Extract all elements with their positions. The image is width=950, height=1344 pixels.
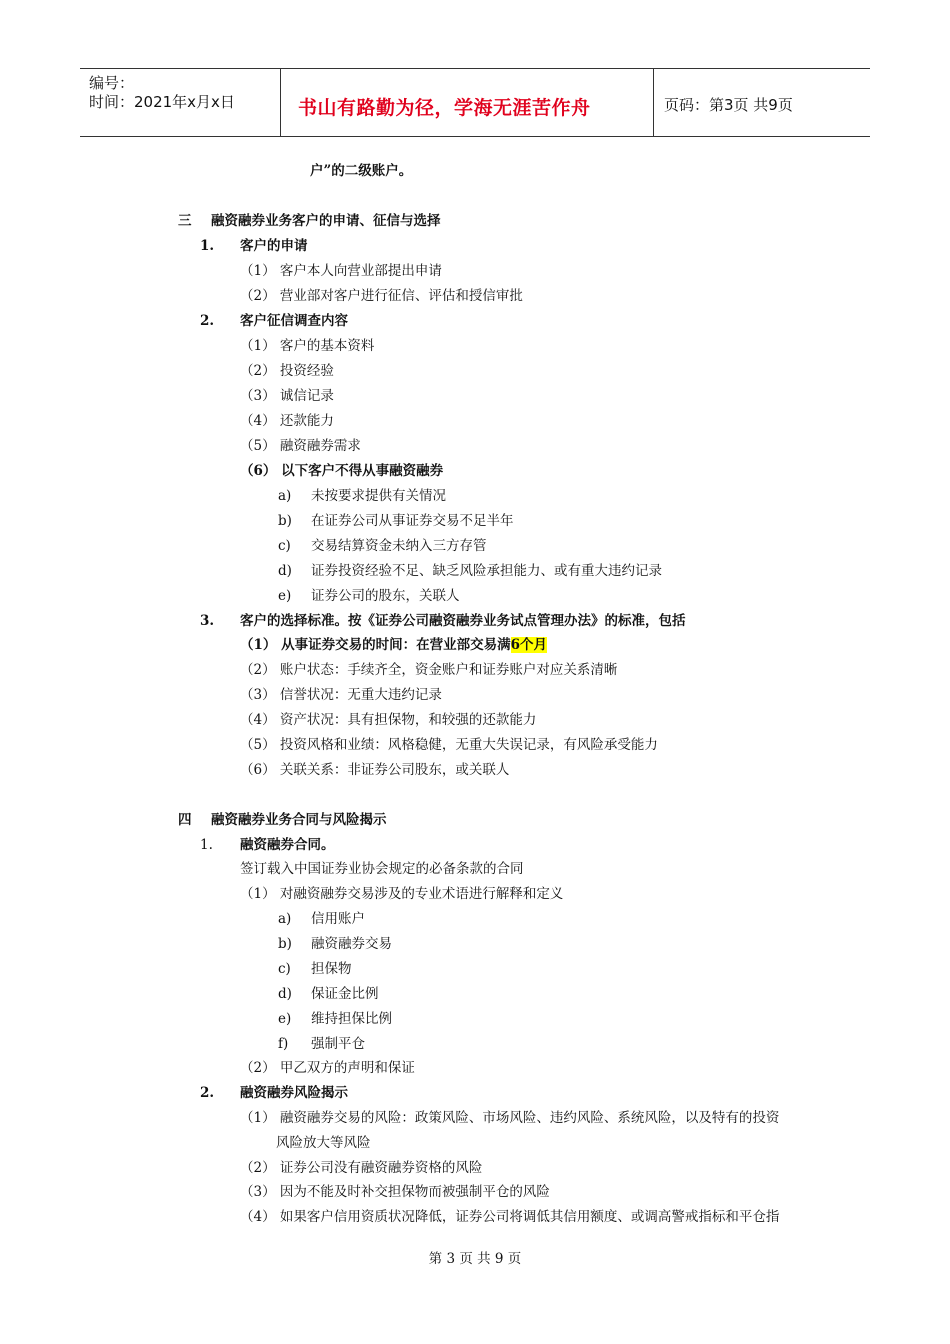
list-item: （2） 投资经验 (240, 363, 334, 379)
header-motto: 书山有路勤为径，学海无涯苦作舟 (298, 97, 591, 119)
list-item: （2） 甲乙双方的声明和保证 (240, 1060, 415, 1076)
point-title: 客户征信调查内容 (240, 313, 348, 329)
section-number: 四 (178, 812, 192, 828)
page-header (80, 68, 870, 137)
sub-item-text: 融资融券交易 (311, 936, 392, 952)
list-item: （4） 还款能力 (240, 413, 334, 429)
carry-over-text: 户”的二级账户。 (310, 163, 413, 179)
header-page-label: 页码：第3页 共9页 (664, 96, 793, 114)
sub-item-text: 交易结算资金未纳入三方存管 (311, 538, 487, 554)
sub-item-letter: e) (278, 588, 292, 604)
list-item: （6） 以下客户不得从事融资融券 (240, 463, 444, 479)
sub-item-text: 在证券公司从事证券交易不足半年 (311, 513, 514, 529)
sub-item-letter: f) (278, 1036, 289, 1052)
sub-item-letter: d) (278, 986, 292, 1002)
list-item (240, 636, 547, 654)
point-number: 2. (200, 1085, 215, 1101)
section-title: 融资融券业务合同与风险揭示 (211, 812, 387, 828)
list-item: （3） 诚信记录 (240, 388, 334, 404)
sub-item-letter: b) (278, 513, 292, 529)
list-item-text: （1） 从事证券交易的时间：在营业部交易满 (240, 637, 511, 653)
point-number: 1. (200, 238, 215, 254)
list-item: （1） 对融资融券交易涉及的专业术语进行解释和定义 (240, 886, 564, 902)
sub-item-text: 维持担保比例 (311, 1011, 392, 1027)
list-item: （2） 证券公司没有融资融券资格的风险 (240, 1160, 483, 1176)
list-item: （1） 客户本人向营业部提出申请 (240, 263, 442, 279)
sub-item-text: 强制平仓 (311, 1036, 365, 1052)
list-item-continuation: 风险放大等风险 (276, 1135, 371, 1151)
list-item: （4） 资产状况：具有担保物，和较强的还款能力 (240, 712, 537, 728)
highlighted-text: 6个月 (510, 637, 547, 653)
sub-item-text: 担保物 (311, 961, 352, 977)
list-item: （5） 投资风格和业绩：风格稳健，无重大失误记录，有风险承受能力 (240, 737, 658, 753)
sub-item-text: 保证金比例 (311, 986, 379, 1002)
list-item: （1） 融资融券交易的风险：政策风险、市场风险、违约风险、系统风险，以及特有的投资 (240, 1110, 780, 1126)
doc-number-label: 编号： (89, 74, 135, 92)
sub-item-letter: b) (278, 936, 292, 952)
paragraph: 签订载入中国证券业协会规定的必备条款的合同 (240, 861, 524, 877)
section-title: 融资融券业务客户的申请、征信与选择 (211, 213, 441, 229)
list-item: （3） 因为不能及时补交担保物而被强制平仓的风险 (240, 1184, 550, 1200)
sub-item-text: 证券投资经验不足、缺乏风险承担能力、或有重大违约记录 (311, 563, 662, 579)
sub-item-letter: c) (278, 961, 291, 977)
sub-item-text: 证券公司的股东，关联人 (311, 588, 460, 604)
list-item: （2） 账户状态：手续齐全，资金账户和证券账户对应关系清晰 (240, 662, 618, 678)
section-number: 三 (178, 213, 192, 229)
point-title: 客户的选择标准。按《证券公司融资融券业务试点管理办法》的标准，包括 (240, 613, 686, 629)
sub-item-text: 未按要求提供有关情况 (311, 488, 446, 504)
list-item: （3） 信誉状况：无重大违约记录 (240, 687, 442, 703)
list-item: （5） 融资融券需求 (240, 438, 361, 454)
sub-item-letter: a) (278, 488, 292, 504)
page-footer: 第 3 页 共 9 页 (428, 1251, 522, 1267)
point-title: 融资融券风险揭示 (240, 1085, 348, 1101)
header-divider (653, 69, 654, 136)
sub-item-letter: e) (278, 1011, 292, 1027)
point-number: 1. (200, 837, 213, 853)
list-item: （1） 客户的基本资料 (240, 338, 375, 354)
point-title: 客户的申请 (240, 238, 308, 254)
point-number: 3. (200, 613, 215, 629)
sub-item-text: 信用账户 (311, 911, 365, 927)
sub-item-letter: a) (278, 911, 292, 927)
point-title: 融资融券合同。 (240, 837, 335, 853)
header-divider (280, 69, 281, 136)
doc-date-label: 时间：2021年x月x日 (89, 93, 235, 111)
list-item: （4） 如果客户信用资质状况降低，证券公司将调低其信用额度、或调高警戒指标和平仓指 (240, 1209, 780, 1225)
list-item: （2） 营业部对客户进行征信、评估和授信审批 (240, 288, 523, 304)
list-item: （6） 关联关系：非证券公司股东，或关联人 (240, 762, 510, 778)
sub-item-letter: d) (278, 563, 292, 579)
point-number: 2. (200, 313, 215, 329)
sub-item-letter: c) (278, 538, 291, 554)
